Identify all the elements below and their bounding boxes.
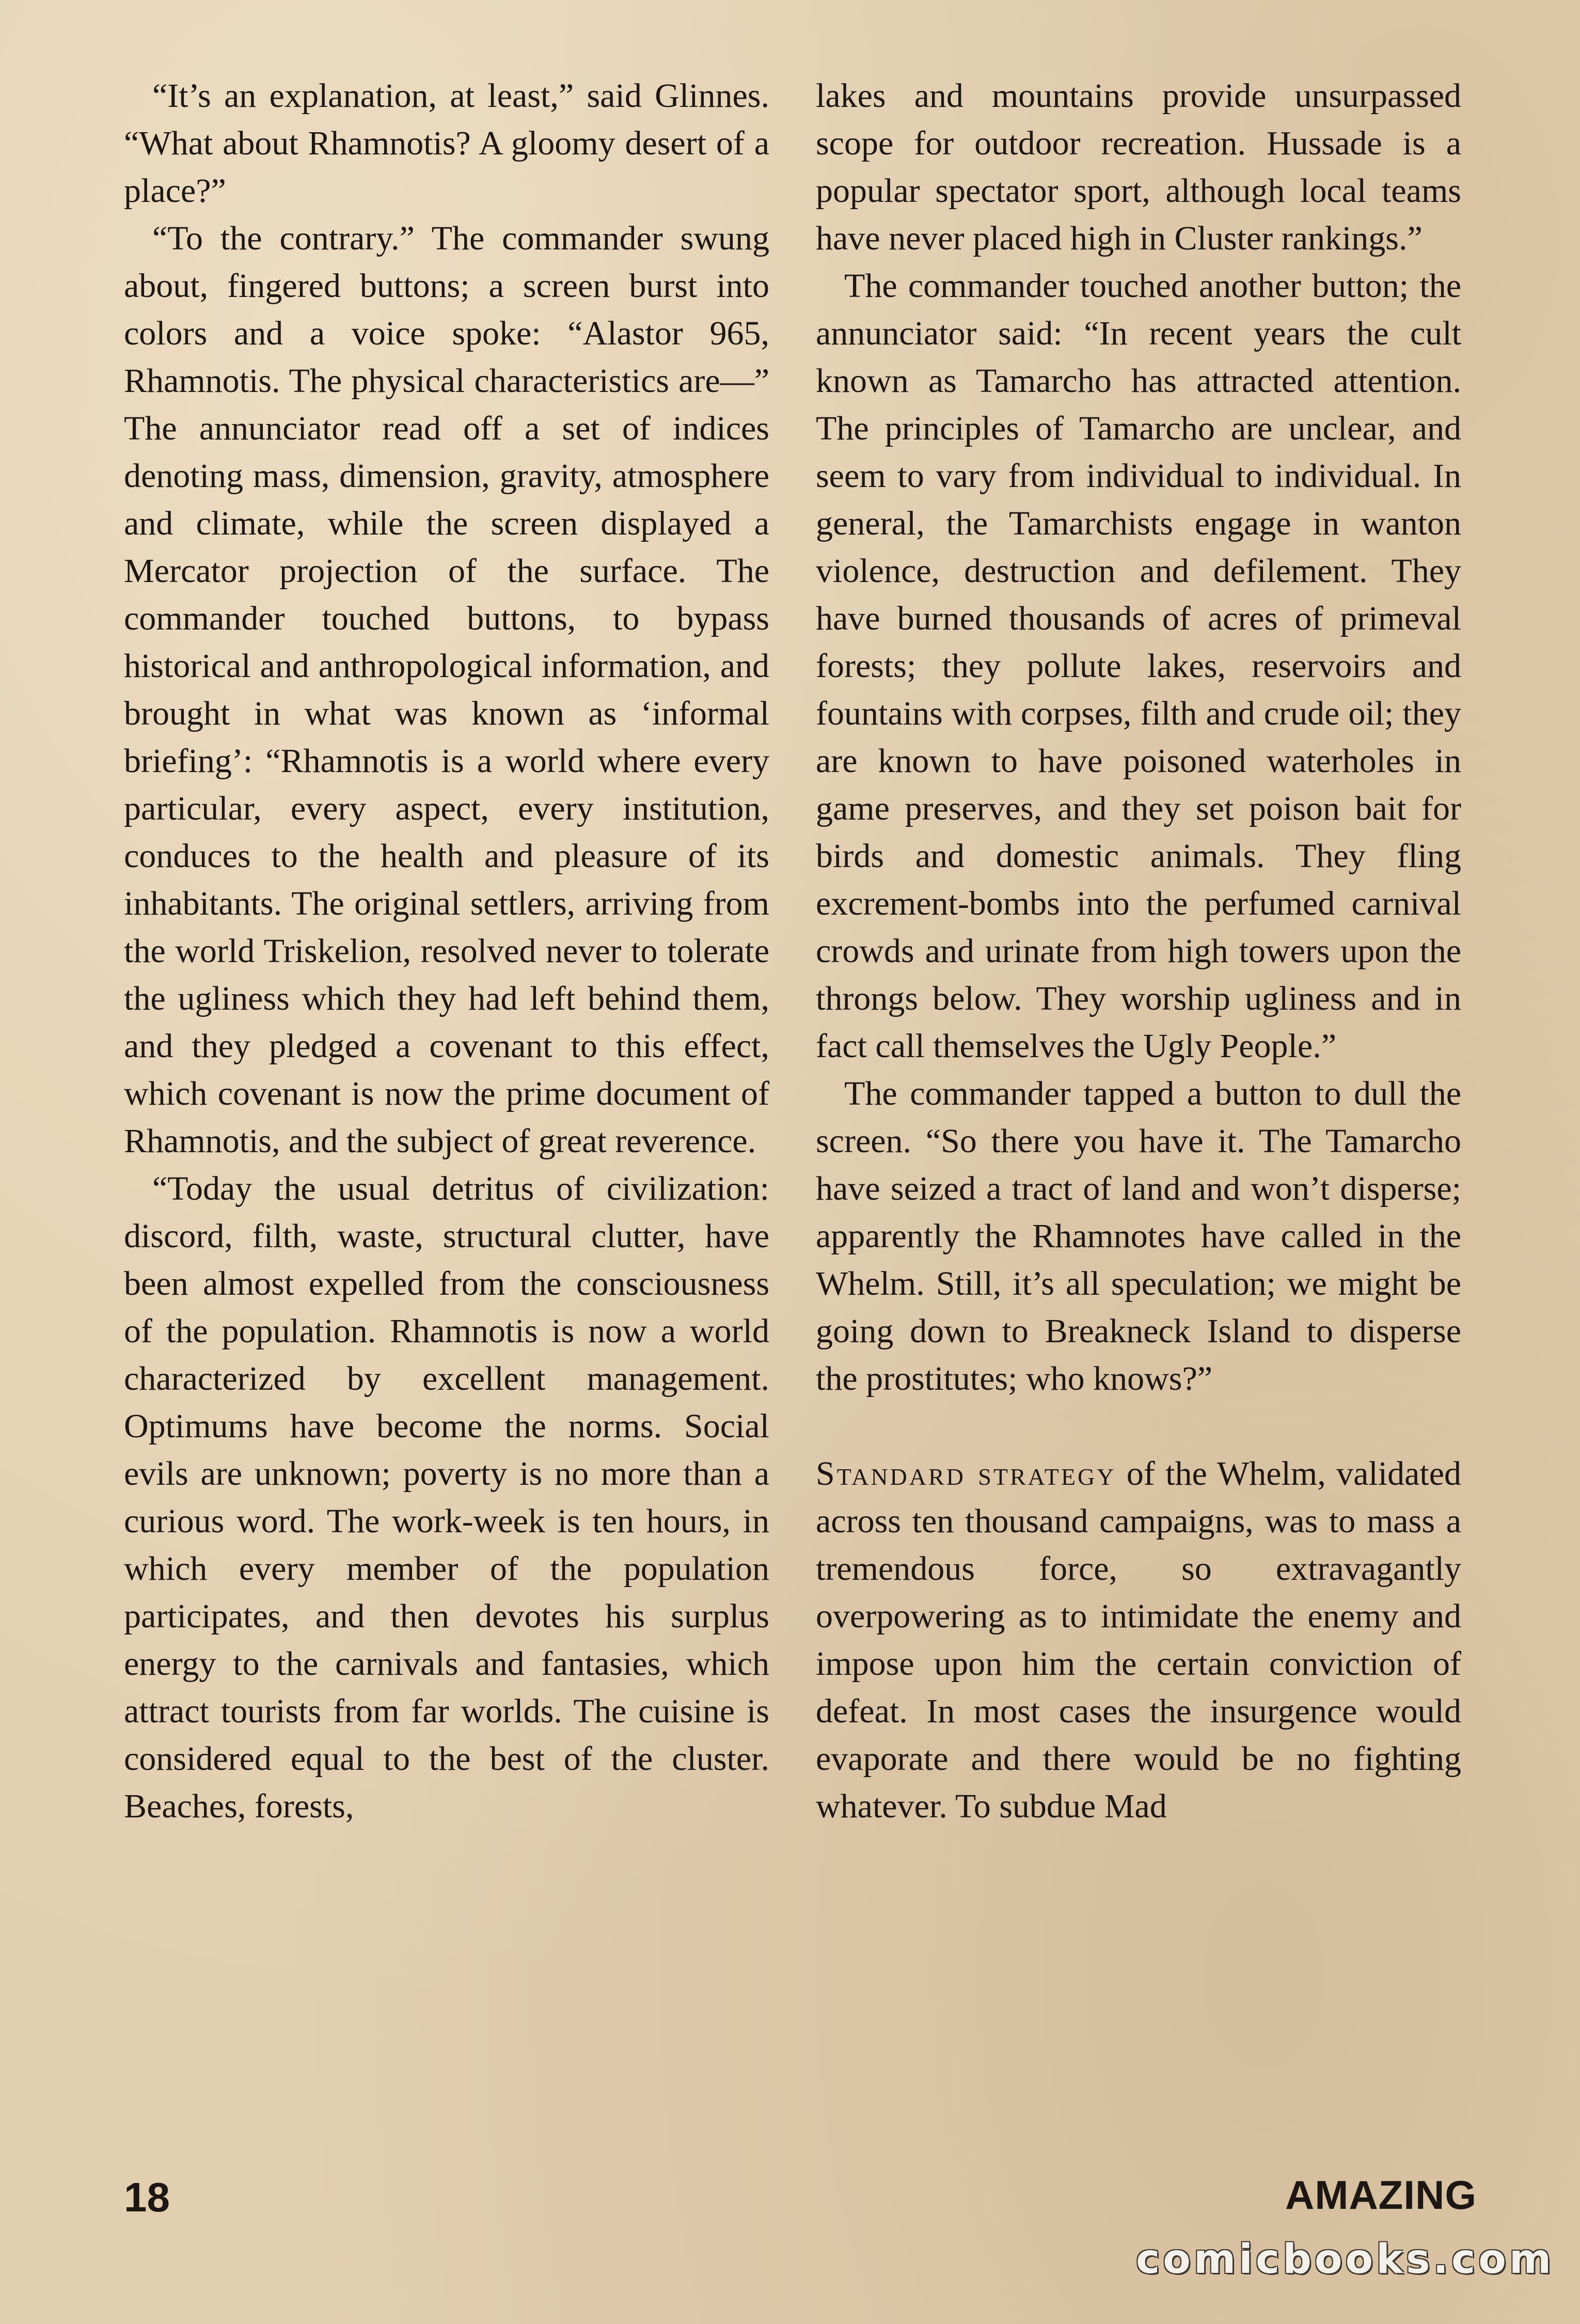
section-lead-in: Standard strategy: [816, 1455, 1116, 1493]
page-number: 18: [124, 2174, 170, 2220]
section-paragraph: [816, 1450, 1461, 1830]
right-text-column: [816, 72, 1461, 1830]
paragraph: “To the contrary.” The commander swung about, fingered buttons; a screen burst into colors and a voice spoke: “Alastor 965, Rhamnotis. The physical characteristics are—” The annunciator read off a set of indices denoting mass, dimension, gravity, atmosphere and climate, while the screen displayed a Mercator projection of the surface. The commander touched buttons, to bypass historical and anthropological information, and brought in what was known as ‘informal briefing’: “Rhamnotis is a world where every particular, every aspect, every institution, conduces to the health and pleasure of its inhabitants. The original settlers, arriving from the world Triskelion, resolved never to tolerate the ugliness which they had left behind them, and they pledged a covenant to this effect, which covenant is now the prime document of Rhamnotis, and the subject of great reverence.: [124, 219, 769, 1160]
magazine-running-head: AMAZING: [1285, 2172, 1477, 2218]
paragraph: “Today the usual detritus of civilization: discord, filth, waste, structural clutter, have been almost expelled from the consciousness of the population. Rhamnotis is now a world characterized by excellent management. Optimums have become the norms. Social evils are unknown; poverty is no more than a curious word. The work-week is ten hours, in which every member of the population participates, and then devotes his surplus energy to the carnivals and fantasies, which attract tourists from far worlds. The cuisine is considered equal to the best of the cluster. Beaches, forests,: [124, 1170, 769, 1825]
paragraph: The commander tapped a button to dull the screen. “So there you have it. The Tamarcho have seized a tract of land and won’t disperse; apparently the Rhamnotes have called in the Whelm. Still, it’s all speculation; we might be going down to Breakneck Island to disperse the prostitutes; who knows?”: [816, 1075, 1461, 1397]
paragraph: The commander touched another button; the annunciator said: “In recent years the cult known as Tamarcho has attracted attention. The principles of Tamarcho are unclear, and seem to vary from individual to individual. In general, the Tamarchists engage in wanton violence, destruction and defilement. They have burned thousands of acres of primeval forests; they pollute lakes, reservoirs and fountains with corpses, filth and crude oil; they are known to have poisoned waterholes in game preserves, and they set poison bait for birds and domestic animals. They fling excrement-bombs into the perfumed carnival crowds and urinate from high towers upon the throngs below. They worship ugliness and in fact call themselves the Ugly People.”: [816, 267, 1461, 1065]
paragraph: “It’s an explanation, at least,” said Glinnes. “What about Rhamnotis? A gloomy desert of a place?”: [124, 77, 769, 210]
site-watermark: comicbooks.com: [1136, 2236, 1555, 2283]
left-text-column: [124, 72, 769, 1830]
section-text: of the Whelm, validated across ten thousand campaigns, was to mass a tremendous force, so extravagantly overpowering as to intimidate the enemy and impose upon him the certain conviction of defeat. In most cases the insurgence would evaporate and there would be no fighting whatever. To subdue Mad: [816, 1455, 1461, 1825]
paragraph-continuation: lakes and mountains provide unsurpassed scope for outdoor recreation. Hussade is a popular spectator sport, although local teams have never placed high in Cluster rankings.”: [816, 77, 1461, 257]
